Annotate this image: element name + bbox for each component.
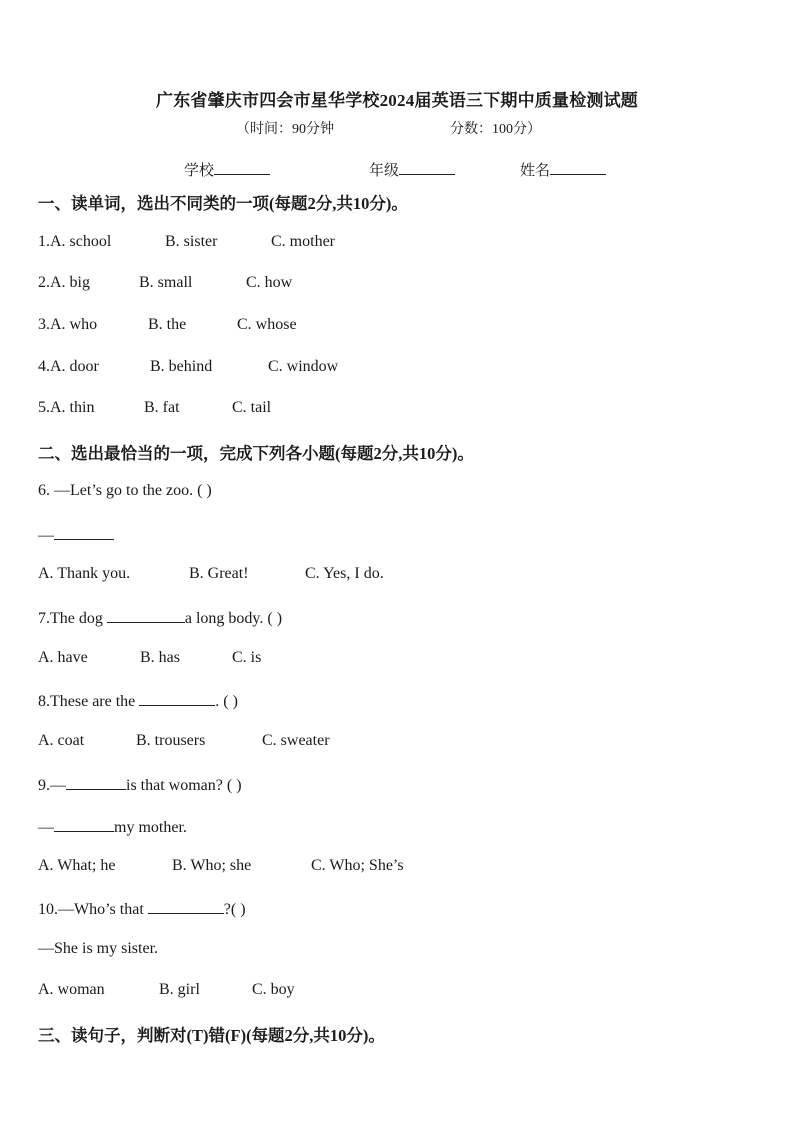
q3-option-b: B. the [148, 316, 187, 333]
q5-option-a: A. thin [50, 399, 95, 416]
q6-stem: 6. —Let’s go to the zoo. ( ) [38, 482, 212, 499]
q3-number: 3. [38, 316, 50, 333]
page-title: 广东省肇庆市四会市星华学校2024届英语三下期中质量检测试题 [156, 91, 638, 110]
q9-blank [66, 774, 126, 790]
q6-option-c: C. Yes, I do. [305, 565, 384, 582]
q9-option-a: A. What; he [38, 857, 116, 874]
q5-option-b: B. fat [144, 399, 180, 416]
q8-blank [139, 690, 215, 706]
q8-options [38, 732, 330, 750]
q2-number: 2. [38, 274, 50, 291]
q10-stem-post: ?( ) [223, 901, 246, 918]
q8-option-a: A. coat [38, 732, 85, 749]
grade-blank [399, 160, 455, 175]
q6-option-b: B. Great! [189, 565, 249, 582]
question-5 [38, 399, 271, 417]
q4-option-c: C. window [268, 358, 339, 375]
q6-options [38, 565, 384, 583]
name-label: 姓名 [520, 163, 551, 179]
q2-option-a: A. big [50, 274, 90, 291]
q4-option-a: A. door [50, 358, 99, 375]
q1-number: 1. [38, 233, 50, 250]
q9-stem [38, 774, 242, 795]
exam-score: 分数：100分） [450, 122, 541, 137]
question-2 [38, 274, 292, 292]
section3-heading: 三、读句子，判断对(T)错(F)(每题2分,共10分)。 [38, 1026, 385, 1045]
q9-stem-post: is that woman? ( ) [126, 777, 242, 794]
q8-option-b: B. trousers [136, 732, 206, 749]
q10-option-c: C. boy [252, 981, 295, 998]
q1-option-a: A. school [50, 233, 112, 250]
q7-options [38, 649, 261, 667]
q3-option-c: C. whose [237, 316, 297, 333]
q5-number: 5. [38, 399, 50, 416]
question-1 [38, 233, 335, 251]
q4-option-b: B. behind [150, 358, 213, 375]
q7-stem-pre: 7.The dog [38, 610, 107, 627]
grade-field [369, 159, 455, 180]
q9-reply-blank [54, 816, 114, 832]
question-3 [38, 316, 297, 334]
q9-option-c: C. Who; She’s [311, 857, 404, 874]
q10-stem [38, 898, 246, 919]
q5-option-c: C. tail [232, 399, 272, 416]
section1-heading: 一、读单词，选出不同类的一项(每题2分,共10分)。 [38, 194, 408, 213]
name-blank [550, 160, 606, 175]
q7-option-b: B. has [140, 649, 180, 666]
q8-stem [38, 690, 238, 711]
q9-reply [38, 816, 187, 837]
q10-options [38, 981, 295, 999]
q7-blank [107, 607, 185, 623]
q2-option-c: C. how [246, 274, 293, 291]
question-4 [38, 358, 338, 376]
section2-heading: 二、选出最恰当的一项，完成下列各小题(每题2分,共10分)。 [38, 444, 474, 463]
q8-stem-pre: 8.These are the [38, 693, 140, 710]
q7-stem-post: a long body. ( ) [184, 610, 283, 627]
q4-number: 4. [38, 358, 50, 375]
q7-option-c: C. is [232, 649, 262, 666]
q10-blank [148, 898, 224, 914]
q8-stem-post: . ( ) [215, 693, 238, 710]
q6-blank [54, 524, 114, 540]
q9-option-b: B. Who; she [172, 857, 252, 874]
q10-option-a: A. woman [38, 981, 105, 998]
q10-option-b: B. girl [159, 981, 200, 998]
q9-stem-pre: 9.— [38, 777, 66, 794]
q10-reply: —She is my sister. [38, 940, 159, 957]
q1-option-c: C. mother [271, 233, 335, 250]
q1-option-b: B. sister [165, 233, 218, 250]
q6-reply-dash: — [38, 527, 54, 544]
q8-option-c: C. sweater [262, 732, 330, 749]
q7-stem [38, 607, 282, 628]
grade-label: 年级 [369, 163, 400, 179]
q6-option-a: A. Thank you. [38, 565, 131, 582]
q2-option-b: B. small [139, 274, 193, 291]
name-field [520, 159, 606, 180]
school-blank [214, 160, 270, 175]
exam-time: （时间：90分钟 [236, 122, 334, 137]
school-field [184, 159, 270, 180]
q6-reply [38, 524, 114, 545]
q10-stem-pre: 10.—Who’s that [38, 901, 148, 918]
q7-option-a: A. have [38, 649, 88, 666]
q3-option-a: A. who [50, 316, 98, 333]
school-label: 学校 [184, 163, 215, 179]
exam-time-score [236, 118, 541, 138]
q9-options [38, 857, 404, 875]
q9-reply-post: my mother. [114, 819, 187, 836]
q9-reply-pre: — [38, 819, 54, 836]
